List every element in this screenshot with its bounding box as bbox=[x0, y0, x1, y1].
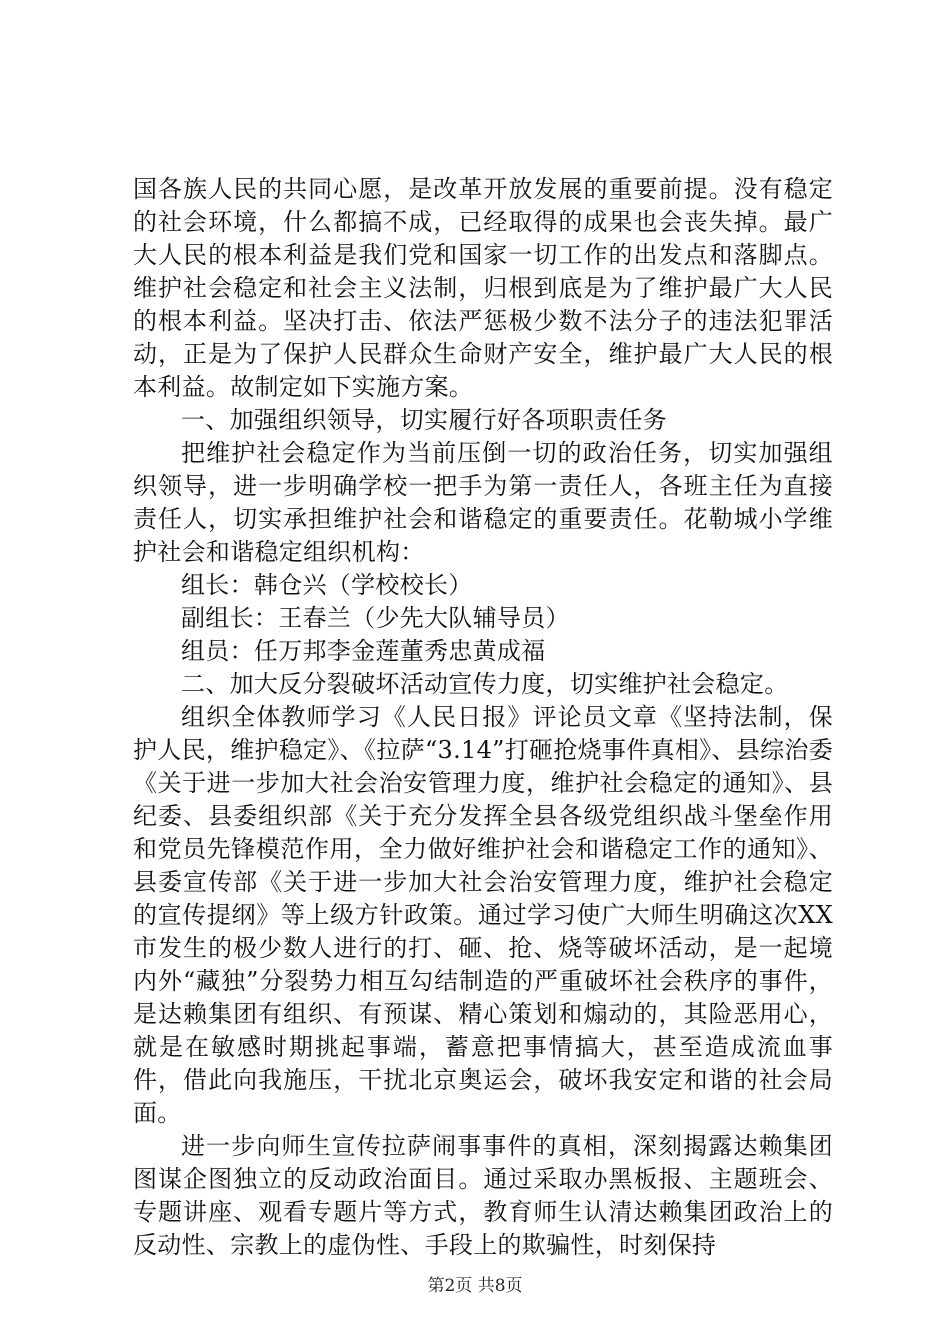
section-heading-1: 一、加强组织领导，切实履行好各项职责任务 bbox=[181, 406, 667, 434]
paragraph-organization: 把维护社会稳定作为当前压倒一切的政治任务，切实加强组织领导，进一步明确学校一把手为第一责任人，各班主任为直接责任人，切实承担维护社会和谐稳定的重要责任。花勒城小学维护社会和谐稳定组织机构： bbox=[133, 439, 833, 566]
paragraph-intro: 国各族人民的共同心愿，是改革开放发展的重要前提。没有稳定的社会环境，什么都搞不成，已经取得的成果也会丧失掉。最广大人民的根本利益是我们党和国家一切工作的出发点和落脚点。维护社会稳定和社会主义法制，归根到底是为了维护最广大人民的根本利益。坚决打击、依法严惩极少数不法分子的违法犯罪活动，正是为了保护人民群众生命财产安全，维护最广大人民的根本利益。故制定如下实施方案。 bbox=[133, 175, 833, 401]
section-heading-2: 二、加大反分裂破坏活动宣传力度，切实维护社会稳定。 bbox=[181, 670, 789, 698]
members-line: 组员：任万邦李金莲董秀忠黄成福 bbox=[181, 637, 546, 665]
document-body bbox=[133, 173, 833, 1262]
page-number-footer: 第2页 共8页 bbox=[427, 1276, 523, 1296]
deputy-leader-line: 副组长：王春兰（少先大队辅导员） bbox=[181, 604, 570, 632]
paragraph-study: 组织全体教师学习《人民日报》评论员文章《坚持法制，保护人民，维护稳定》、《拉萨“3.14”打砸抢烧事件真相》、县综治委《关于进一步加大社会治安管理力度，维护社会稳定的通知》、县纪委、县委组织部《关于充分发挥全县各级党组织战斗堡垒作用和党员先锋模范作用，全力做好维护社会和谐稳定工作的通知》、县委宣传部《关于进一步加大社会治安管理力度，维护社会稳定的宣传提纲》等上级方针政策。通过学习使广大师生明确这次XX市发生的极少数人进行的打、砸、抢、烧等破坏活动，是一起境内外“藏独”分裂势力相互勾结制造的严重破坏社会秩序的事件，是达赖集团有组织、有预谋、精心策划和煽动的，其险恶用心，就是在敏感时期挑起事端，蓄意把事情搞大，甚至造成流血事件，借此向我施压，干扰北京奥运会，破坏我安定和谐的社会局面。 bbox=[133, 703, 833, 1127]
paragraph-publicity: 进一步向师生宣传拉萨闹事事件的真相，深刻揭露达赖集团图谋企图独立的反动政治面目。通过采取办黑板报、主题班会、专题讲座、观看专题片等方式，教育师生认清达赖集团政治上的反动性、宗教上的虚伪性、手段上的欺骗性，时刻保持 bbox=[133, 1132, 833, 1259]
group-leader-line: 组长：韩仓兴（学校校长） bbox=[181, 571, 473, 599]
